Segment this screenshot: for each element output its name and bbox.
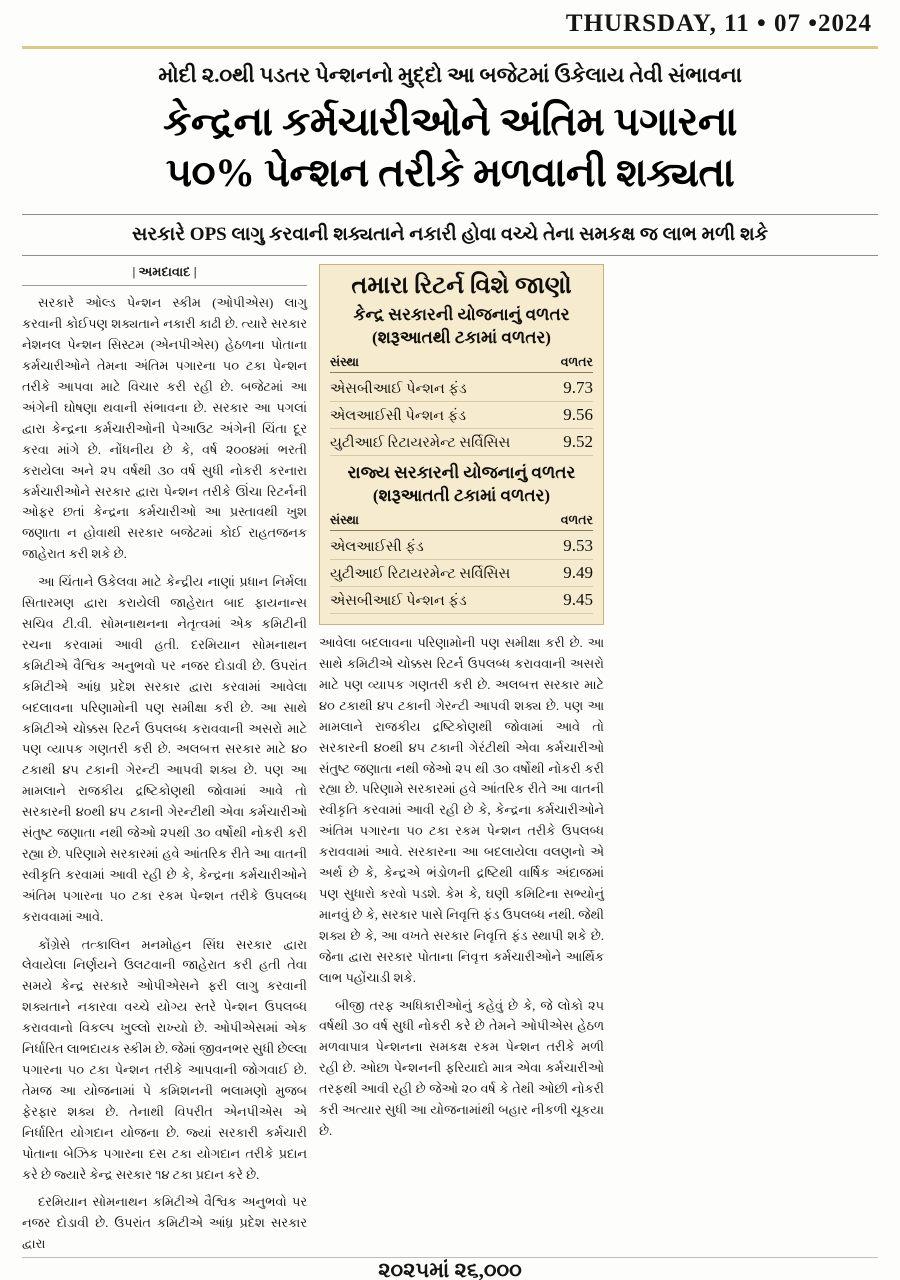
section-1-heading-line-2: (શરૂઆતથી ટકામાં વળતર) <box>372 328 551 348</box>
paragraph: સરકારે ઓલ્ડ પેન્શન સ્કીમ (ઓપીએસ) લાગુ કરવાની કોઈપણ શક્યતાને નકારી કાઢી છે. ત્યારે સરકાર નેશનલ પેન્શન સિસ્ટમ (એનપીએસ) હેઠળના પોતાના કર્મચારીઓને તેમના અંતિમ પગારના ૫૦ ટકા પેન્શન તરીકે આપવા માટે વિચાર કરી રહી છે. બજેટમાં આ અંગેની ઘોષણા થવાની સંભાવના છે. સરકાર આ પગલાં દ્વારા કેન્દ્રના કર્મચારીઓની પેઆઉટ અંગેની ચિંતા દૂર કરવા માંગે છે. નોંધનીય છે કે, વર્ષ ૨૦૦૪માં ભરતી કરાયેલા અને ૨૫ વર્ષથી ૩૦ વર્ષ સુધી નોકરી કરનારા કર્મચારીઓને સરકાર દ્વારા પેન્શન તરીકે ઊંચા રિટર્નની ઓફર છતાં કેન્દ્રના કર્મચારીઓ આ પ્રસ્તાવથી ખુશ જણાતા ન હોવાથી સરકાર બજેટમાં કોઈ રાહતજનક જાહેરાત કરી શકે છે. <box>22 296 307 562</box>
paragraph: આ ચિંતાને ઉકેલવા માટે કેન્દ્રીય નાણાં પ્રધાન નિર્મલા સિતારમણ દ્વારા કરાયેલી જાહેરાત બાદ ફાયનાન્સ સચિવ ટી.વી. સોમનાથનના નેતૃત્વમાં એક કમિટીની રચના કરવામાં આવી હતી. દરમિયાન સોમનાથન કમિટીએ વૈશ્વિક અનુભવો પર નજર દોડાવી છે. ઉપરાંત કમિટીએ આંધ્ર પ્રદેશ સરકાર દ્વારા કરવામાં આવેલા બદલાવના પરિણામોની પણ સમીક્ષા કરી છે. આ સાથે કમિટીએ ચોક્કસ રિટર્ન ઉપલબ્ધ કરાવવાની અસરો માટે પણ વ્યાપક ગણતરી કરી છે. અલબત્ત સરકાર માટે ૪૦ ટકાથી ૪૫ ટકાની ગેરન્ટી આપવી શક્ય છે. પણ આ મામલાને રાજકીય દ્રષ્ટિકોણથી જોવામાં આવે તો સરકારની ૪૦થી ૪૫ ટકાની ગેરન્ટીથી એવા કર્મચારીઓ સંતુષ્ટ જણાતા નથી જેઓ ૨૫થી ૩૦ વર્ષોથી નોકરી કરી રહ્યા છે. પરિણામે સરકારમાં હવે આંતરિક રીતે આ વાતની સ્વીકૃતિ કરવામાં આવી રહી છે કે, કેન્દ્રના કર્મચારીઓને અંતિમ પગારના ૫૦ ટકા રકમ પેન્શન તરીકે ઉપલબ્ધ કરાવવામાં આવે. <box>22 575 307 924</box>
headline-line-1: કેન્દ્રના કર્મચારીઓને અંતિમ પગારના <box>163 99 737 144</box>
article-kicker: મોદી ૨.૦થી પડતર પેન્શનનો મુદ્દો આ બજેટમાં ઉકેલાય તેવી સંભાવના <box>158 63 742 87</box>
publication-date: THURSDAY, 11 • 07 •2024 <box>565 10 872 37</box>
fund-return: 9.49 <box>563 563 593 583</box>
fund-name: યુટીઆઈ રિટાયરમેન્ટ સર્વિસિસ <box>330 435 511 452</box>
table-row <box>330 402 593 429</box>
fund-name: એસબીઆઈ પેન્શન ફંડ <box>330 593 467 610</box>
column-header-value: વળતર <box>560 355 593 370</box>
column-header-value: વળતર <box>560 513 593 528</box>
fund-return: 9.56 <box>563 405 593 425</box>
paragraph: આવેલા બદલાવના પરિણામોની પણ સમીક્ષા કરી છે. આ સાથે કમિટીએ ચોક્કસ રિટર્ન ઉપલબ્ધ કરાવવાની અસરો માટે પણ વ્યાપક ગણતરી કરી છે. અલબત્ત સરકાર માટે ૪૦ ટકાથી ૪૫ ટકાની ગેરન્ટી આપવી શક્ય છે. પણ આ મામલાને રાજકીય દ્રષ્ટિકોણથી જોવામાં આવે તો સરકારની ૪૦થી ૪૫ ટકાની ગેરંટીથી એવા કર્મચારીઓ સંતુષ્ટ જણાતા નથી જેઓ ૨૫ થી ૩૦ વર્ષોથી નોકરી કરી રહ્યા છે. પરિણામે સરકારમાં હવે આંતરિક રીતે આ વાતની સ્વીકૃતિ કરવામાં આવી રહી છે કે, કેન્દ્રના કર્મચારીઓને અંતિમ પગારના ૫૦ ટકા રકમ પેન્શન તરીકે ઉપલબ્ધ કરાવવામાં આવે. સરકારના આ બદલાયેલા વલણનો એ અર્થ છે કે, કેન્દ્રએ ભંડોળની દ્રષ્ટિથી વાર્ષિક અંદાજમાં પણ સુધારો કરવો પડશે. કેમ કે, ઘણી કમિટિના સભ્યોનું માનવું છે કે, સરકાર પાસે નિવૃત્તિ ફંડ ઉપલબ્ધ નથી. જેથી શક્ય છે કે, આ વખતે સરકાર નિવૃત્તિ ફંડ સ્થાપી શકે છે. જેના દ્વારા સરકાર પોતાના નિવૃત્ત કર્મચારીઓને આર્થિક લાભ પહોંચાડી શકે. <box>319 636 604 985</box>
column-header-name: સંસ્થા <box>330 513 359 528</box>
fund-return: 9.45 <box>563 590 593 610</box>
paragraph: બીજી તરફ અધિકારીઓનું કહેવું છે કે, જે લોકો ૨૫ વર્ષથી ૩૦ વર્ષ સુધી નોકરી કરે છે તેમને ઓપીએસ હેઠળ મળવાપાત્ર પેન્શનના સમકક્ષ રકમ પેન્શન તરીકે મળી રહી છે. ઓછા પેન્શનની ફરિયાદો માત્ર એવા કર્મચારીઓ તરફથી આવી રહી છે જેઓ ૨૦ વર્ષ કે તેથી ઓછી નોકરી કરી અત્યાર સુધી આ યોજનામાંથી બહાર નીકળી ચૂકયા છે. <box>319 998 604 1138</box>
fund-return: 9.52 <box>563 432 593 452</box>
section-1-column-headers <box>330 355 593 373</box>
article-subhead: સરકારે OPS લાગુ કરવાની શક્યતાને નકારી હોવા વચ્ચે તેના સમકક્ષ જ લાભ મળી શકે <box>22 215 878 256</box>
paragraph: કોંગ્રેસે તત્કાલિન મનમોહન સિંઘ સરકાર દ્વારા લેવાયેલા નિર્ણયને ઉલટવાની જાહેરાત કરી હતી તેવા સમયે કેન્દ્ર સરકારે ઓપીએસને ફરી લાગુ કરવાની શક્યતાને નકારવા વચ્ચે યોગ્ય સ્તરે પેન્શન ઉપલબ્ધ કરાવવાનો વિકલ્પ ખુલ્લો રાખ્યો છે. ઓપીએસમાં એક નિર્ધારિત લાભદાયક સ્કીમ છે. જેમાં જીવનભર સુધી છેલ્લા પગારના ૫૦ ટકા પેન્શન તરીકે આપવાની જોગવાઈ છે. તેમજ આ યોજનામાં પે કમિશનની ભલામણો મુજબ ફેરફાર શક્ય છે. તેનાથી વિપરીત એનપીએસ એ નિર્ધારિત યોગદાન યોજના છે. જ્યાં સરકારી કર્મચારી પોતાના બેઝિક પગારના દસ ટકા યોગદાન તરીકે પ્રદાન કરે છે જ્યારે કેન્દ્ર સરકાર ૧૪ ટકા પ્રદાન કરે છે. <box>22 937 307 1182</box>
fund-name: એલઆઈસી ફંડ <box>330 539 424 556</box>
dateline: | અમદાવાદ | <box>22 264 307 286</box>
fund-name: યુટીઆઈ રિટાયરમેન્ટ સર્વિસિસ <box>330 566 511 583</box>
section-2-heading-line-2: (શરૂઆતતી ટકામાં વળતર) <box>372 486 551 506</box>
article-headline <box>22 96 878 198</box>
date-header <box>22 0 878 49</box>
fund-return: 9.73 <box>563 378 593 398</box>
column-header-name: સંસ્થા <box>330 355 359 370</box>
table-row <box>330 560 593 587</box>
headline-line-2: ૫૦% પેન્શન તરીકે મળવાની શક્યતા <box>165 150 735 196</box>
infobox-section-2-heading <box>330 462 593 508</box>
teaser-text: ૨૦૨૫માં ૨૬,૦૦૦ <box>378 1258 522 1280</box>
section-2-column-headers <box>330 513 593 531</box>
infobox-section-1-heading <box>330 304 593 350</box>
returns-infobox <box>319 264 604 625</box>
fund-name: એલઆઈસી પેન્શન ફંડ <box>330 408 467 425</box>
paragraph: દરમિયાન સોમનાથન કમિટીએ વૈશ્વિક અનુભવો પર નજર દોડાવી છે. ઉપરાંત કમિટીએ આંધ્ર પ્રદેશ સરકાર દ્વારા <box>22 1195 307 1252</box>
fund-return: 9.53 <box>563 536 593 556</box>
table-row <box>330 533 593 560</box>
article-column-1 <box>22 264 307 1262</box>
section-2-heading-line-1: રાજ્ય સરકારની યોજનાનું વળતર <box>347 463 576 483</box>
section-1-heading-line-1: કેન્દ્ર સરકારની યોજનાનું વળતર <box>353 305 570 325</box>
table-row <box>330 429 593 456</box>
article-body <box>22 264 878 1262</box>
infobox-title: તમારા રિટર્ન વિશે જાણો <box>351 273 572 300</box>
table-row <box>330 587 593 614</box>
article-column-2 <box>319 264 604 1262</box>
fund-name: એસબીઆઈ પેન્શન ફંડ <box>330 381 467 398</box>
table-row <box>330 375 593 402</box>
next-article-teaser <box>22 1257 878 1280</box>
